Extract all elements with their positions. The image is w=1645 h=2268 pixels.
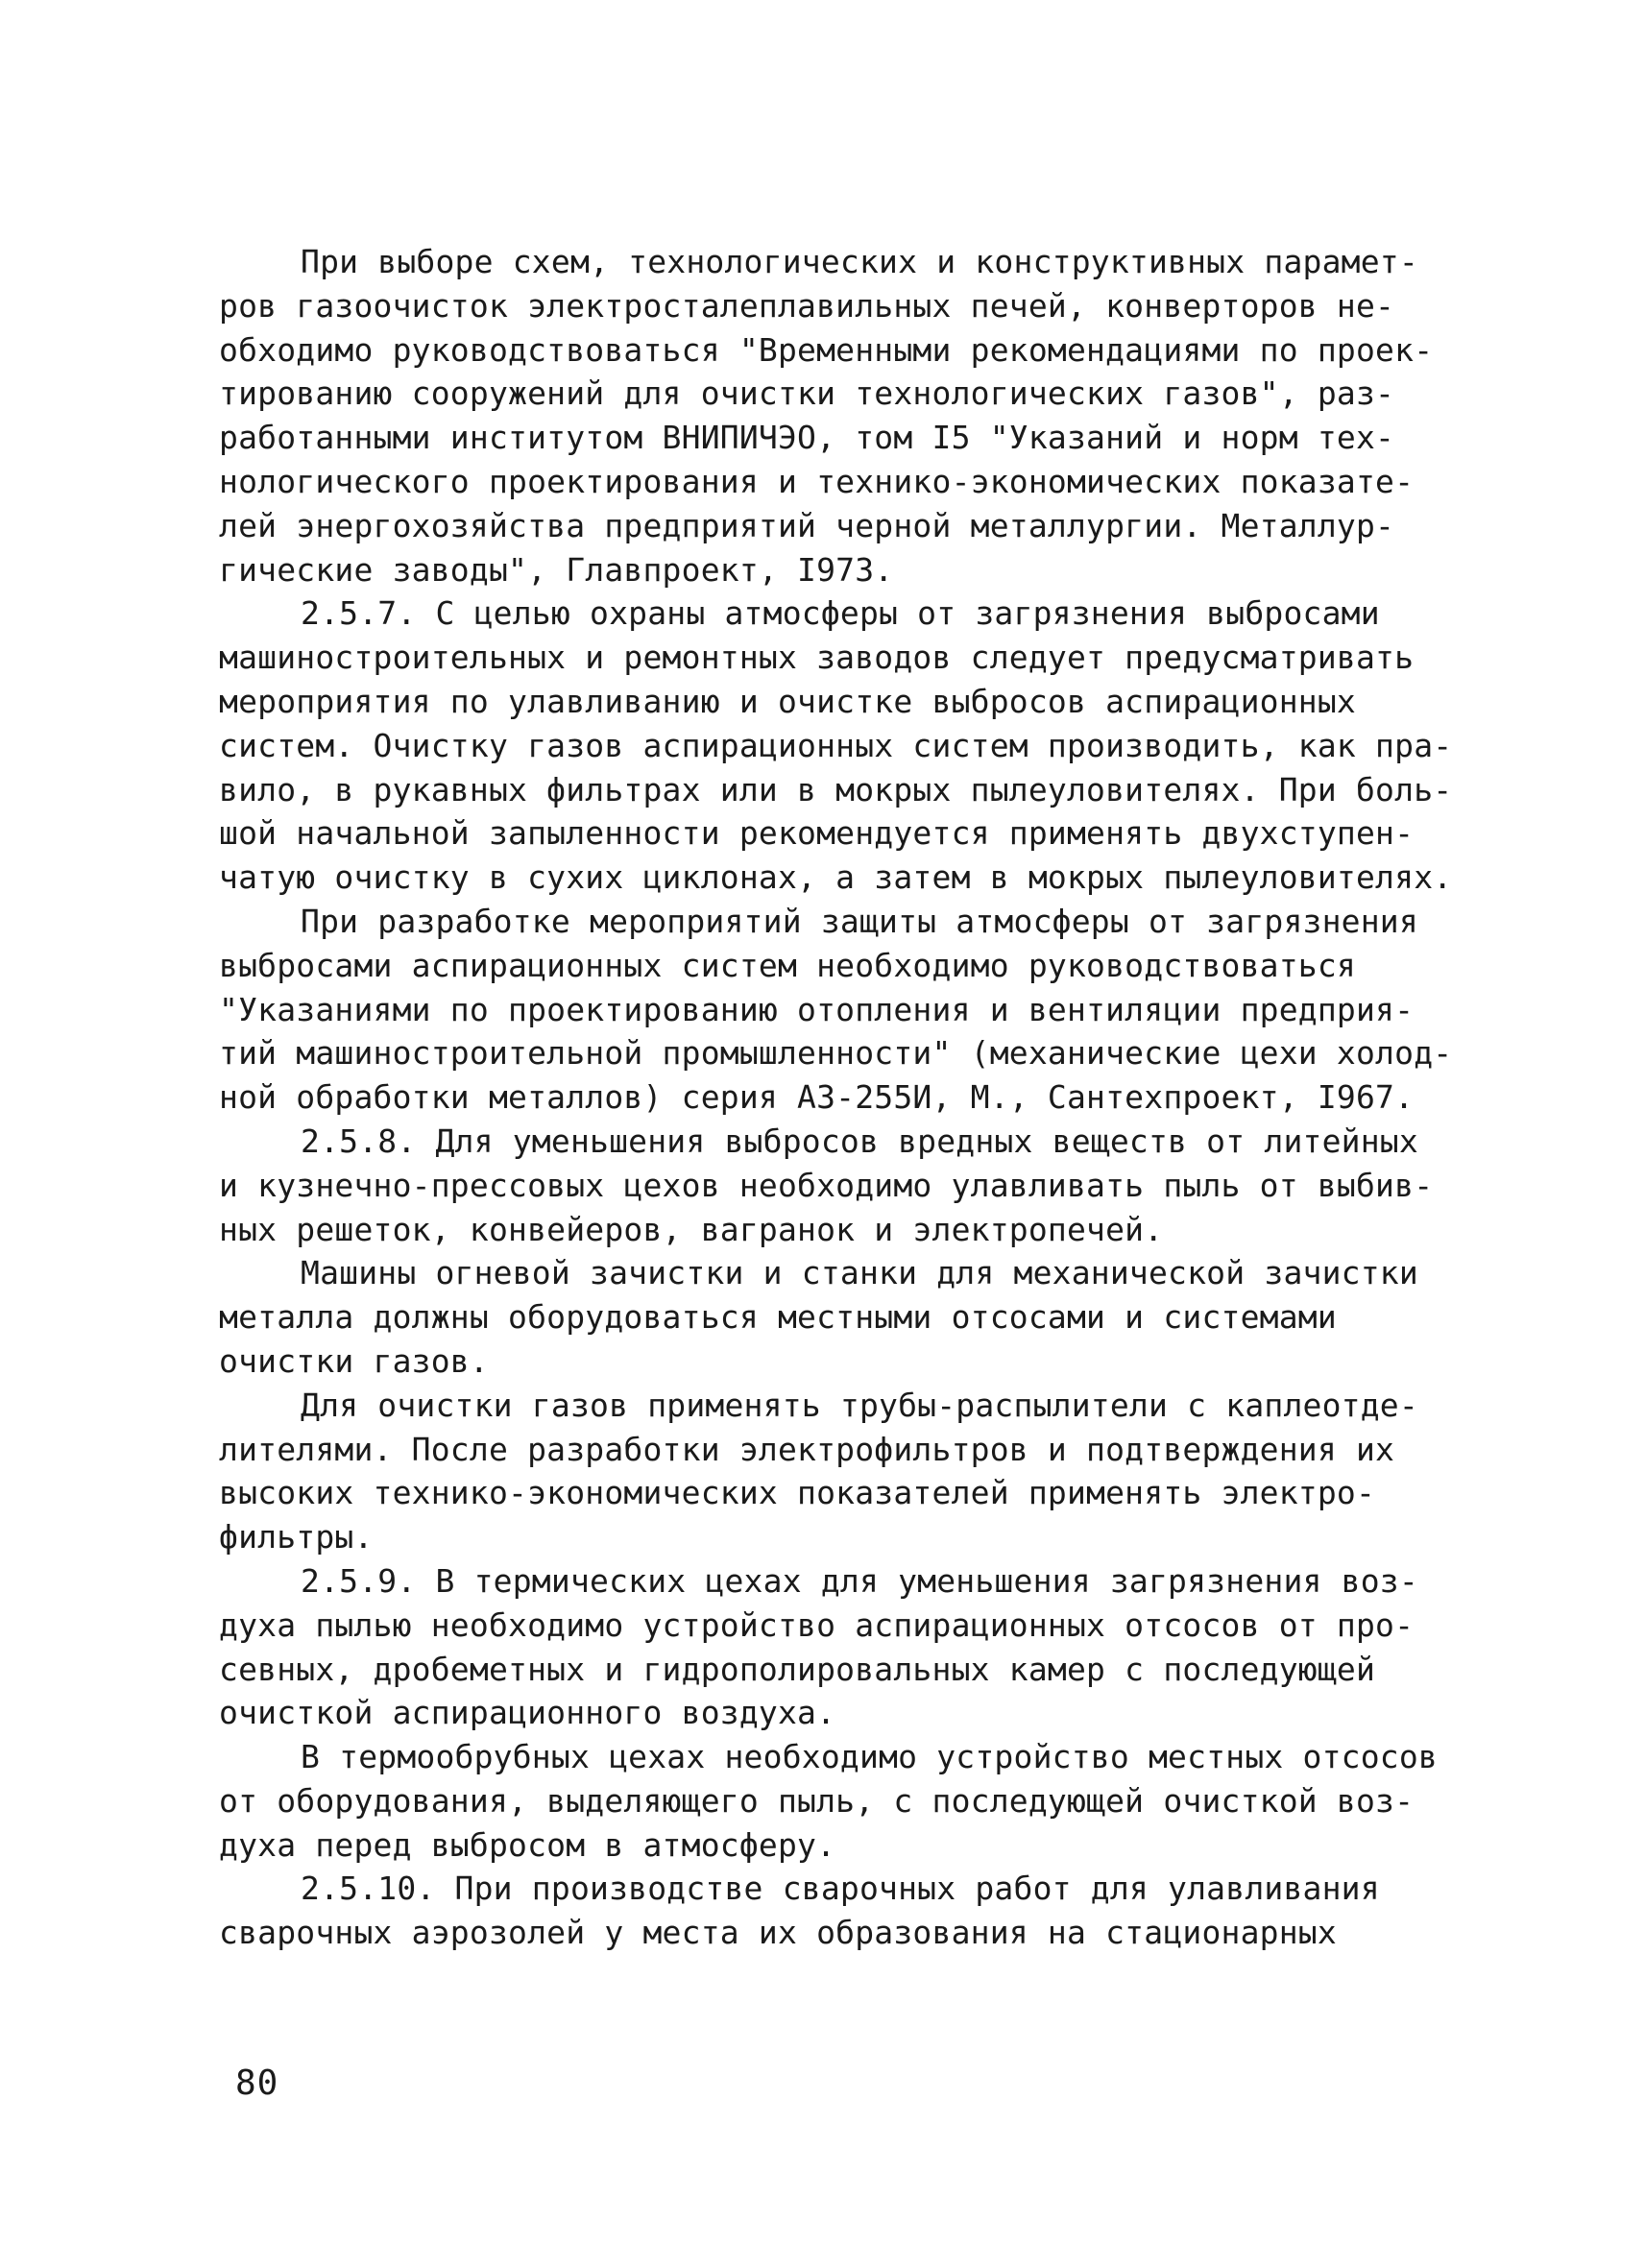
text-line: мероприятия по улавливанию и очистке выбросов аспирационных bbox=[219, 682, 1356, 720]
text-line: При выборе схем, технологических и конструктивных парамет- bbox=[301, 243, 1418, 280]
section-2-5-10-start: 2.5.10. При производстве сварочных работ для улавливания bbox=[301, 1870, 1380, 1908]
text-line: гические заводы", Главпроект, I973. bbox=[219, 550, 894, 589]
text-line: Для очистки газов применять трубы-распылители с каплеотде- bbox=[301, 1386, 1418, 1424]
text-line: выбросами аспирационных систем необходимо руководствоваться bbox=[219, 946, 1356, 984]
text-line: нологического проектирования и технико-экономических показате- bbox=[219, 462, 1415, 500]
section-2-5-8-start: 2.5.8. Для уменьшения выбросов вредных веществ от литейных bbox=[301, 1122, 1418, 1160]
text-line: лителями. После разработки электрофильтров и подтверждения их bbox=[219, 1430, 1395, 1468]
section-2-5-9-start: 2.5.9. В термических цехах для уменьшения загрязнения воз- bbox=[301, 1561, 1418, 1600]
text-line: ных решеток, конвейеров, вагранок и электропечей. bbox=[219, 1210, 1164, 1248]
text-line: тий машиностроительной промышленности" (механические цехи холод- bbox=[219, 1034, 1453, 1073]
text-line: В термообрубных цехах необходимо устройство местных отсосов bbox=[301, 1738, 1438, 1776]
text-line: очистки газов. bbox=[219, 1341, 489, 1380]
text-line: духа перед выбросом в атмосферу. bbox=[219, 1825, 836, 1864]
text-line: работанными институтом ВНИПИЧЭО, том I5 "Указаний и норм тех- bbox=[219, 419, 1395, 457]
section-2-5-7-start: 2.5.7. С целью охраны атмосферы от загрязнения выбросами bbox=[301, 594, 1380, 633]
text-line: ров газоочисток электросталеплавильных печей, конверторов не- bbox=[219, 286, 1395, 325]
text-line: высоких технико-экономических показателей применять электро- bbox=[219, 1474, 1376, 1512]
text-line: духа пылью необходимо устройство аспирационных отсосов от про- bbox=[219, 1605, 1415, 1644]
text-line: машиностроительных и ремонтных заводов следует предусматривать bbox=[219, 639, 1415, 677]
text-line: При разработке мероприятий защиты атмосферы от загрязнения bbox=[301, 902, 1418, 940]
text-line: тированию сооружений для очистки технологических газов", раз- bbox=[219, 374, 1395, 413]
text-line: севных, дробеметных и гидрополировальных камер с последующей bbox=[219, 1650, 1376, 1688]
text-line: шой начальной запыленности рекомендуется применять двухступен- bbox=[219, 814, 1415, 853]
text-line: сварочных аэрозолей у места их образования на стационарных bbox=[219, 1914, 1337, 1952]
text-line: и кузнечно-прессовых цехов необходимо улавливать пыль от выбив- bbox=[219, 1166, 1434, 1204]
text-line: вило, в рукавных фильтрах или в мокрых пылеуловителях. При боль- bbox=[219, 770, 1453, 808]
text-line: "Указаниями по проектированию отопления и вентиляции предприя- bbox=[219, 990, 1415, 1028]
text-line: обходимо руководствоваться "Временными рекомендациями по проек- bbox=[219, 330, 1434, 369]
text-line: Машины огневой зачистки и станки для механической зачистки bbox=[301, 1254, 1418, 1292]
text-line: систем. Очистку газов аспирационных систем производить, как пра- bbox=[219, 726, 1453, 764]
text-line: чатую очистку в сухих циклонах, а затем в мокрых пылеуловителях. bbox=[219, 858, 1453, 897]
page-number: 80 bbox=[235, 2063, 279, 2103]
text-line: лей энергохозяйства предприятий черной металлургии. Металлур- bbox=[219, 506, 1395, 544]
text-line: фильтры. bbox=[219, 1518, 374, 1556]
text-line: от оборудования, выделяющего пыль, с последующей очисткой воз- bbox=[219, 1781, 1415, 1820]
text-line: ной обработки металлов) серия А3-255И, М., Сантехпроект, I967. bbox=[219, 1078, 1415, 1117]
text-line: очисткой аспирационного воздуха. bbox=[219, 1694, 836, 1732]
text-line: металла должны оборудоваться местными отсосами и системами bbox=[219, 1298, 1337, 1337]
body-text bbox=[219, 240, 1467, 1955]
